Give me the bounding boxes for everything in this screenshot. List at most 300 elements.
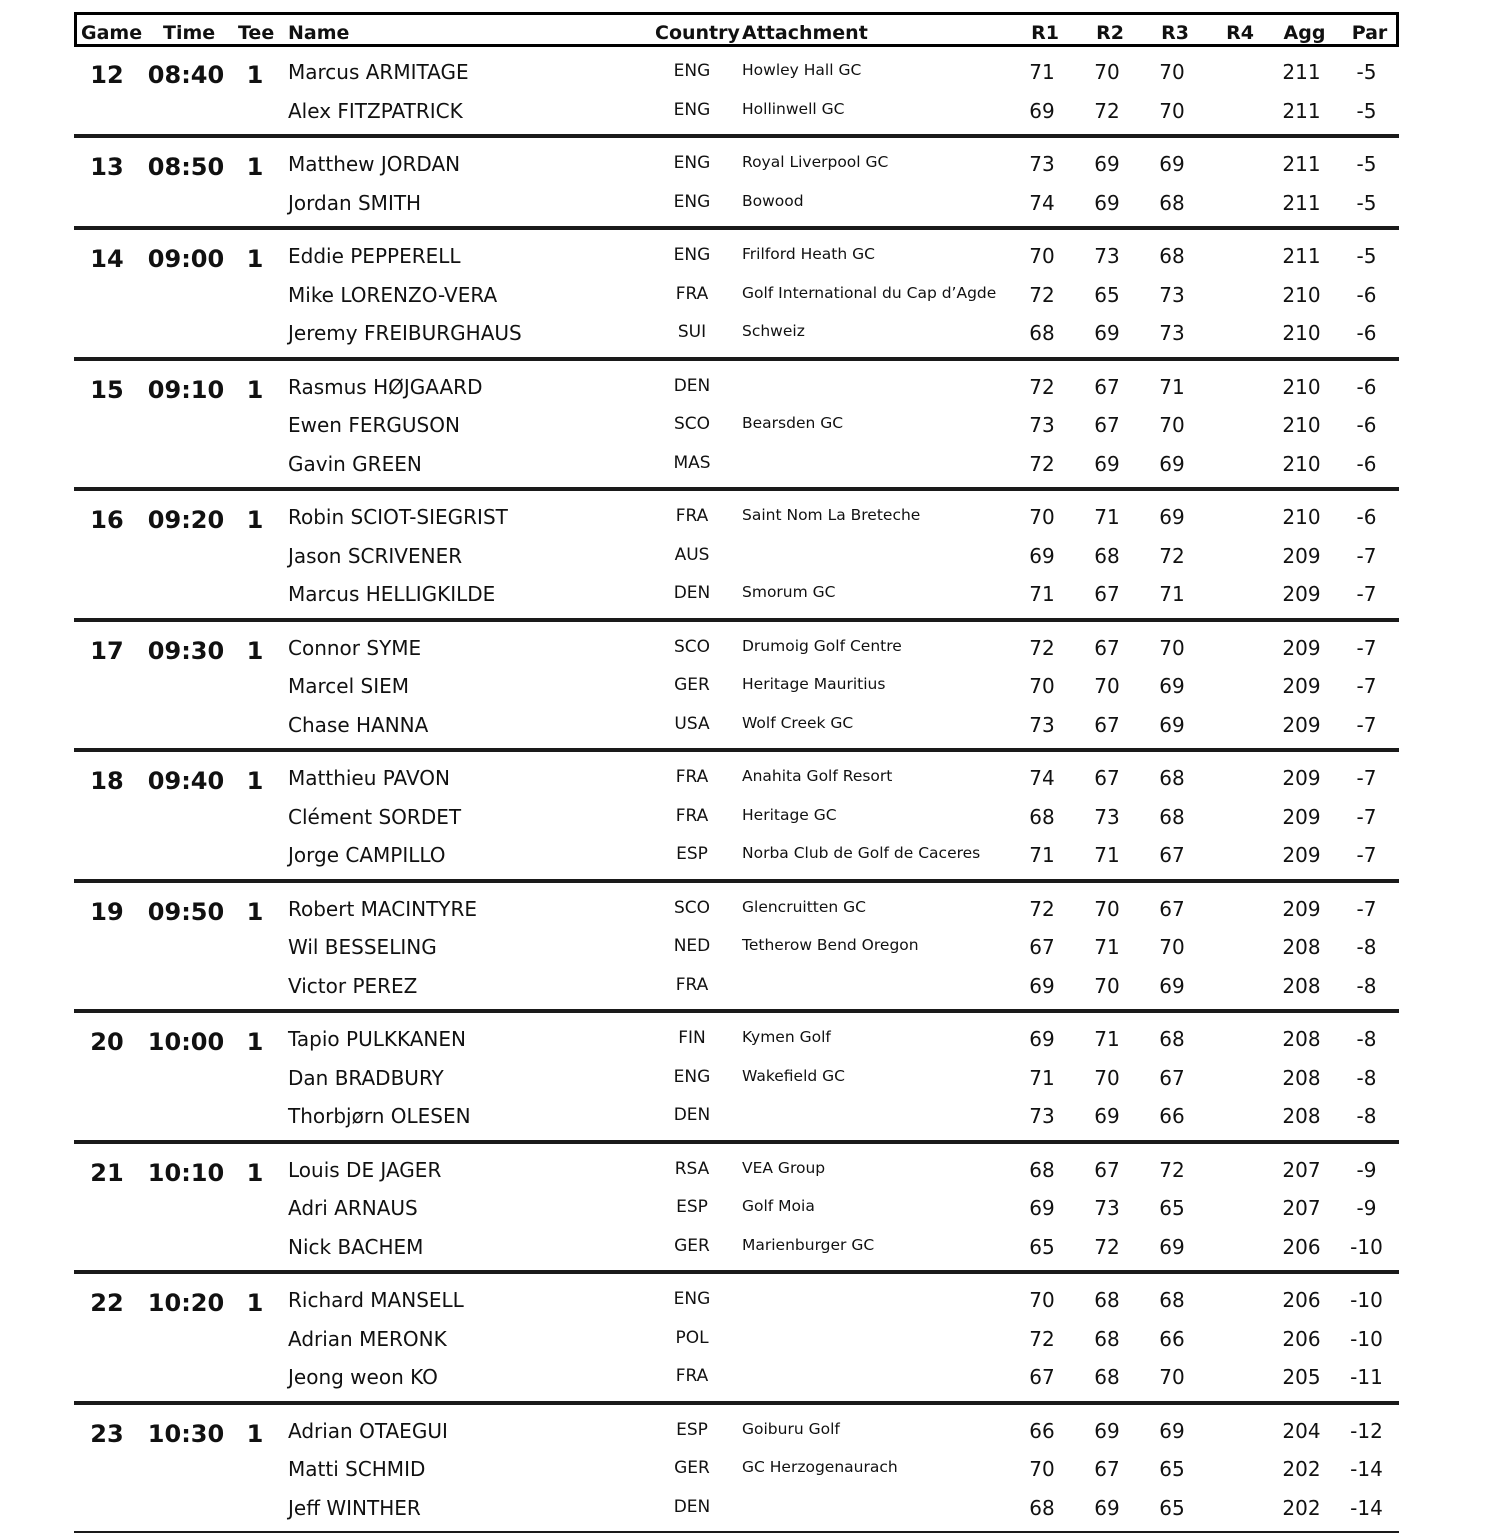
- table-row: [74, 184, 1399, 223]
- player-name: Matthew JORDAN: [288, 145, 460, 184]
- score-to-par: -14: [1339, 1489, 1394, 1528]
- player-attachment: Drumoig Golf Centre: [742, 629, 902, 668]
- player-attachment: VEA Group: [742, 1151, 825, 1190]
- score-r3: 65: [1147, 1489, 1197, 1528]
- score-r1: 68: [1017, 1489, 1067, 1528]
- score-aggregate: 202: [1274, 1489, 1329, 1528]
- score-r3: 69: [1147, 145, 1197, 184]
- table-row: [74, 759, 1399, 798]
- score-r3: 68: [1147, 759, 1197, 798]
- game-group: [74, 230, 1399, 361]
- player-name: Mike LORENZO-VERA: [288, 276, 497, 315]
- score-aggregate: 206: [1274, 1281, 1329, 1320]
- player-attachment: Heritage Mauritius: [742, 667, 885, 706]
- player-attachment: Saint Nom La Breteche: [742, 498, 920, 537]
- score-to-par: -6: [1339, 368, 1394, 407]
- table-row: [74, 92, 1399, 131]
- score-r3: 66: [1147, 1097, 1197, 1136]
- header-country: Country: [655, 15, 740, 44]
- score-aggregate: 211: [1274, 184, 1329, 223]
- score-aggregate: 210: [1274, 406, 1329, 445]
- score-r1: 72: [1017, 1320, 1067, 1359]
- score-aggregate: 211: [1274, 145, 1329, 184]
- game-group: [74, 883, 1399, 1014]
- player-name: Jeong weon KO: [288, 1358, 438, 1397]
- score-to-par: -8: [1339, 1059, 1394, 1098]
- table-row: [74, 1151, 1399, 1190]
- player-name: Adri ARNAUS: [288, 1189, 418, 1228]
- score-r1: 70: [1017, 1281, 1067, 1320]
- player-country: GER: [662, 667, 722, 706]
- table-row: [74, 1189, 1399, 1228]
- tee-time: 10:10: [146, 1151, 226, 1190]
- header-r4: R4: [1215, 15, 1265, 44]
- player-name: Marcus ARMITAGE: [288, 53, 469, 92]
- score-to-par: -7: [1339, 706, 1394, 745]
- score-r3: 68: [1147, 1020, 1197, 1059]
- score-aggregate: 209: [1274, 629, 1329, 668]
- tee-time: 08:40: [146, 53, 226, 92]
- header-game: Game: [81, 15, 142, 44]
- table-row: [74, 1450, 1399, 1489]
- player-country: ENG: [662, 184, 722, 223]
- score-aggregate: 202: [1274, 1450, 1329, 1489]
- tee-time: 08:50: [146, 145, 226, 184]
- player-name: Eddie PEPPERELL: [288, 237, 461, 276]
- score-aggregate: 209: [1274, 759, 1329, 798]
- score-to-par: -6: [1339, 314, 1394, 353]
- score-r2: 69: [1082, 314, 1132, 353]
- score-r2: 70: [1082, 667, 1132, 706]
- player-country: FRA: [662, 798, 722, 837]
- tee-time: 10:30: [146, 1412, 226, 1451]
- score-aggregate: 209: [1274, 890, 1329, 929]
- score-r2: 70: [1082, 1059, 1132, 1098]
- player-name: Robert MACINTYRE: [288, 890, 477, 929]
- score-to-par: -5: [1339, 53, 1394, 92]
- score-r2: 71: [1082, 928, 1132, 967]
- game-group: [74, 1013, 1399, 1144]
- game-number: 16: [78, 498, 136, 537]
- score-r1: 71: [1017, 575, 1067, 614]
- score-r1: 68: [1017, 314, 1067, 353]
- tee-time: 09:20: [146, 498, 226, 537]
- header-tee: Tee: [238, 15, 274, 44]
- score-r1: 69: [1017, 92, 1067, 131]
- player-attachment: Hollinwell GC: [742, 92, 844, 131]
- score-r3: 71: [1147, 368, 1197, 407]
- score-to-par: -12: [1339, 1412, 1394, 1451]
- player-country: ENG: [662, 1059, 722, 1098]
- score-r3: 72: [1147, 537, 1197, 576]
- score-aggregate: 204: [1274, 1412, 1329, 1451]
- table-row: [74, 1020, 1399, 1059]
- score-to-par: -6: [1339, 498, 1394, 537]
- player-name: Rasmus HØJGAARD: [288, 368, 482, 407]
- score-aggregate: 210: [1274, 276, 1329, 315]
- score-aggregate: 207: [1274, 1151, 1329, 1190]
- score-to-par: -8: [1339, 1020, 1394, 1059]
- score-r1: 67: [1017, 1358, 1067, 1397]
- score-aggregate: 208: [1274, 928, 1329, 967]
- player-country: ESP: [662, 1412, 722, 1451]
- score-aggregate: 209: [1274, 537, 1329, 576]
- score-r2: 69: [1082, 445, 1132, 484]
- player-country: USA: [662, 706, 722, 745]
- tee-number: 1: [240, 53, 270, 92]
- score-r3: 70: [1147, 1358, 1197, 1397]
- player-attachment: Golf International du Cap d’Agde: [742, 276, 996, 315]
- player-attachment: Glencruitten GC: [742, 890, 866, 929]
- header-r1: R1: [1020, 15, 1070, 44]
- player-country: FRA: [662, 498, 722, 537]
- score-r1: 68: [1017, 1151, 1067, 1190]
- score-r1: 72: [1017, 890, 1067, 929]
- player-name: Marcus HELLIGKILDE: [288, 575, 495, 614]
- tee-number: 1: [240, 237, 270, 276]
- score-r2: 72: [1082, 92, 1132, 131]
- tee-number: 1: [240, 145, 270, 184]
- player-country: ESP: [662, 836, 722, 875]
- player-name: Victor PEREZ: [288, 967, 417, 1006]
- player-country: ENG: [662, 53, 722, 92]
- score-aggregate: 211: [1274, 92, 1329, 131]
- score-to-par: -5: [1339, 92, 1394, 131]
- score-aggregate: 209: [1274, 798, 1329, 837]
- player-attachment: Frilford Heath GC: [742, 237, 875, 276]
- player-attachment: Wolf Creek GC: [742, 706, 853, 745]
- score-r3: 68: [1147, 1281, 1197, 1320]
- player-name: Robin SCIOT-SIEGRIST: [288, 498, 508, 537]
- score-r3: 69: [1147, 706, 1197, 745]
- player-name: Dan BRADBURY: [288, 1059, 444, 1098]
- score-r2: 67: [1082, 368, 1132, 407]
- table-row: [74, 498, 1399, 537]
- player-attachment: GC Herzogenaurach: [742, 1450, 898, 1489]
- tee-time: 09:50: [146, 890, 226, 929]
- table-row: [74, 1412, 1399, 1451]
- score-r2: 69: [1082, 1412, 1132, 1451]
- table-row: [74, 537, 1399, 576]
- score-to-par: -9: [1339, 1189, 1394, 1228]
- game-number: 15: [78, 368, 136, 407]
- score-to-par: -7: [1339, 759, 1394, 798]
- table-row: [74, 276, 1399, 315]
- score-to-par: -7: [1339, 798, 1394, 837]
- game-number: 23: [78, 1412, 136, 1451]
- score-aggregate: 208: [1274, 1097, 1329, 1136]
- table-row: [74, 629, 1399, 668]
- player-country: GER: [662, 1228, 722, 1267]
- player-country: FRA: [662, 759, 722, 798]
- tee-number: 1: [240, 1151, 270, 1190]
- score-r3: 69: [1147, 498, 1197, 537]
- table-row: [74, 836, 1399, 875]
- table-row: [74, 1059, 1399, 1098]
- score-r2: 68: [1082, 537, 1132, 576]
- score-aggregate: 209: [1274, 836, 1329, 875]
- score-aggregate: 210: [1274, 445, 1329, 484]
- score-r3: 65: [1147, 1189, 1197, 1228]
- header-r3: R3: [1150, 15, 1200, 44]
- score-r3: 67: [1147, 836, 1197, 875]
- score-r1: 73: [1017, 706, 1067, 745]
- score-r1: 72: [1017, 368, 1067, 407]
- score-aggregate: 208: [1274, 1059, 1329, 1098]
- player-attachment: Goiburu Golf: [742, 1412, 840, 1451]
- score-to-par: -11: [1339, 1358, 1394, 1397]
- header-r2: R2: [1085, 15, 1135, 44]
- game-group: [74, 1144, 1399, 1275]
- score-r3: 65: [1147, 1450, 1197, 1489]
- score-aggregate: 206: [1274, 1320, 1329, 1359]
- score-to-par: -6: [1339, 276, 1394, 315]
- player-attachment: Howley Hall GC: [742, 53, 861, 92]
- table-row: [74, 1281, 1399, 1320]
- player-country: SCO: [662, 890, 722, 929]
- score-r3: 67: [1147, 1059, 1197, 1098]
- player-attachment: Royal Liverpool GC: [742, 145, 888, 184]
- player-name: Nick BACHEM: [288, 1228, 423, 1267]
- score-r3: 68: [1147, 237, 1197, 276]
- player-country: DEN: [662, 1097, 722, 1136]
- player-name: Jeff WINTHER: [288, 1489, 421, 1528]
- score-to-par: -7: [1339, 629, 1394, 668]
- score-to-par: -10: [1339, 1228, 1394, 1267]
- score-r2: 69: [1082, 1097, 1132, 1136]
- player-country: SCO: [662, 629, 722, 668]
- table-header: [74, 12, 1399, 47]
- score-r1: 74: [1017, 184, 1067, 223]
- score-r2: 67: [1082, 1450, 1132, 1489]
- score-r1: 69: [1017, 1189, 1067, 1228]
- score-r3: 70: [1147, 928, 1197, 967]
- game-number: 22: [78, 1281, 136, 1320]
- table-row: [74, 1320, 1399, 1359]
- player-attachment: Bearsden GC: [742, 406, 843, 445]
- game-groups: [74, 47, 1399, 1533]
- player-country: SUI: [662, 314, 722, 353]
- score-r2: 72: [1082, 1228, 1132, 1267]
- score-r3: 69: [1147, 1228, 1197, 1267]
- game-group: [74, 361, 1399, 492]
- player-name: Matti SCHMID: [288, 1450, 425, 1489]
- score-r2: 67: [1082, 759, 1132, 798]
- player-attachment: Kymen Golf: [742, 1020, 831, 1059]
- score-r3: 69: [1147, 445, 1197, 484]
- score-r1: 72: [1017, 276, 1067, 315]
- player-country: DEN: [662, 1489, 722, 1528]
- tee-number: 1: [240, 1281, 270, 1320]
- score-r2: 71: [1082, 498, 1132, 537]
- player-name: Clément SORDET: [288, 798, 461, 837]
- tee-number: 1: [240, 759, 270, 798]
- player-name: Tapio PULKKANEN: [288, 1020, 466, 1059]
- table-row: [74, 237, 1399, 276]
- player-country: DEN: [662, 368, 722, 407]
- game-group: [74, 752, 1399, 883]
- tee-time: 09:10: [146, 368, 226, 407]
- table-row: [74, 406, 1399, 445]
- game-group: [74, 47, 1399, 138]
- score-r1: 68: [1017, 798, 1067, 837]
- score-to-par: -7: [1339, 836, 1394, 875]
- score-to-par: -7: [1339, 667, 1394, 706]
- score-r1: 70: [1017, 1450, 1067, 1489]
- player-name: Adrian OTAEGUI: [288, 1412, 448, 1451]
- score-r2: 73: [1082, 237, 1132, 276]
- player-attachment: Norba Club de Golf de Caceres: [742, 836, 980, 875]
- score-r1: 69: [1017, 537, 1067, 576]
- score-to-par: -5: [1339, 145, 1394, 184]
- tee-number: 1: [240, 498, 270, 537]
- table-row: [74, 1489, 1399, 1528]
- score-to-par: -5: [1339, 184, 1394, 223]
- player-name: Marcel SIEM: [288, 667, 409, 706]
- player-attachment: Wakefield GC: [742, 1059, 845, 1098]
- score-r1: 72: [1017, 629, 1067, 668]
- score-to-par: -6: [1339, 406, 1394, 445]
- table-row: [74, 445, 1399, 484]
- header-agg: Agg: [1277, 15, 1332, 44]
- score-r2: 65: [1082, 276, 1132, 315]
- score-to-par: -10: [1339, 1320, 1394, 1359]
- score-aggregate: 209: [1274, 667, 1329, 706]
- score-r3: 67: [1147, 890, 1197, 929]
- score-r3: 69: [1147, 967, 1197, 1006]
- tee-number: 1: [240, 368, 270, 407]
- table-row: [74, 928, 1399, 967]
- player-attachment: Bowood: [742, 184, 804, 223]
- player-name: Wil BESSELING: [288, 928, 437, 967]
- score-aggregate: 208: [1274, 1020, 1329, 1059]
- player-name: Louis DE JAGER: [288, 1151, 441, 1190]
- score-aggregate: 208: [1274, 967, 1329, 1006]
- score-r2: 68: [1082, 1281, 1132, 1320]
- score-to-par: -5: [1339, 237, 1394, 276]
- score-r1: 70: [1017, 667, 1067, 706]
- header-attachment: Attachment: [742, 15, 868, 44]
- score-aggregate: 211: [1274, 237, 1329, 276]
- score-r2: 70: [1082, 890, 1132, 929]
- player-name: Jason SCRIVENER: [288, 537, 462, 576]
- table-row: [74, 967, 1399, 1006]
- game-group: [74, 1274, 1399, 1405]
- player-name: Ewen FERGUSON: [288, 406, 460, 445]
- score-to-par: -8: [1339, 1097, 1394, 1136]
- player-country: FRA: [662, 967, 722, 1006]
- table-row: [74, 53, 1399, 92]
- score-r1: 67: [1017, 928, 1067, 967]
- score-r2: 69: [1082, 1489, 1132, 1528]
- score-to-par: -7: [1339, 890, 1394, 929]
- game-number: 18: [78, 759, 136, 798]
- game-group: [74, 491, 1399, 622]
- score-r1: 70: [1017, 237, 1067, 276]
- score-r1: 70: [1017, 498, 1067, 537]
- score-to-par: -8: [1339, 928, 1394, 967]
- score-r1: 73: [1017, 1097, 1067, 1136]
- score-r2: 68: [1082, 1320, 1132, 1359]
- player-attachment: Schweiz: [742, 314, 805, 353]
- score-r3: 72: [1147, 1151, 1197, 1190]
- player-country: SCO: [662, 406, 722, 445]
- table-row: [74, 890, 1399, 929]
- table-row: [74, 1228, 1399, 1267]
- player-country: ENG: [662, 92, 722, 131]
- score-r3: 69: [1147, 667, 1197, 706]
- score-r2: 69: [1082, 184, 1132, 223]
- player-attachment: Golf Moia: [742, 1189, 815, 1228]
- score-aggregate: 209: [1274, 575, 1329, 614]
- score-r3: 68: [1147, 184, 1197, 223]
- score-r1: 72: [1017, 445, 1067, 484]
- table-row: [74, 1358, 1399, 1397]
- table-row: [74, 798, 1399, 837]
- player-attachment: Anahita Golf Resort: [742, 759, 892, 798]
- score-aggregate: 207: [1274, 1189, 1329, 1228]
- tee-number: 1: [240, 890, 270, 929]
- score-aggregate: 211: [1274, 53, 1329, 92]
- score-r1: 73: [1017, 145, 1067, 184]
- player-attachment: Smorum GC: [742, 575, 835, 614]
- score-r2: 67: [1082, 406, 1132, 445]
- player-country: FRA: [662, 276, 722, 315]
- score-r1: 73: [1017, 406, 1067, 445]
- player-name: Jorge CAMPILLO: [288, 836, 446, 875]
- game-number: 17: [78, 629, 136, 668]
- player-attachment: Marienburger GC: [742, 1228, 874, 1267]
- table-row: [74, 368, 1399, 407]
- score-r1: 71: [1017, 836, 1067, 875]
- game-group: [74, 138, 1399, 230]
- header-time: Time: [163, 15, 215, 44]
- score-r1: 71: [1017, 1059, 1067, 1098]
- player-country: NED: [662, 928, 722, 967]
- table-row: [74, 314, 1399, 353]
- game-number: 19: [78, 890, 136, 929]
- table-row: [74, 1097, 1399, 1136]
- score-to-par: -10: [1339, 1281, 1394, 1320]
- player-attachment: Heritage GC: [742, 798, 837, 837]
- header-par: Par: [1342, 15, 1397, 44]
- score-to-par: -9: [1339, 1151, 1394, 1190]
- player-attachment: Tetherow Bend Oregon: [742, 928, 919, 967]
- score-r3: 68: [1147, 798, 1197, 837]
- tee-number: 1: [240, 1020, 270, 1059]
- table-row: [74, 706, 1399, 745]
- player-name: Alex FITZPATRICK: [288, 92, 463, 131]
- player-name: Richard MANSELL: [288, 1281, 464, 1320]
- player-country: ENG: [662, 1281, 722, 1320]
- score-aggregate: 210: [1274, 314, 1329, 353]
- player-country: MAS: [662, 445, 722, 484]
- score-r1: 65: [1017, 1228, 1067, 1267]
- score-r3: 70: [1147, 53, 1197, 92]
- game-number: 14: [78, 237, 136, 276]
- tee-times-sheet: [74, 12, 1399, 1533]
- score-to-par: -14: [1339, 1450, 1394, 1489]
- score-r1: 66: [1017, 1412, 1067, 1451]
- tee-number: 1: [240, 1412, 270, 1451]
- player-name: Chase HANNA: [288, 706, 428, 745]
- score-r2: 70: [1082, 967, 1132, 1006]
- score-r3: 69: [1147, 1412, 1197, 1451]
- tee-time: 10:20: [146, 1281, 226, 1320]
- score-to-par: -7: [1339, 575, 1394, 614]
- game-number: 12: [78, 53, 136, 92]
- score-r3: 70: [1147, 629, 1197, 668]
